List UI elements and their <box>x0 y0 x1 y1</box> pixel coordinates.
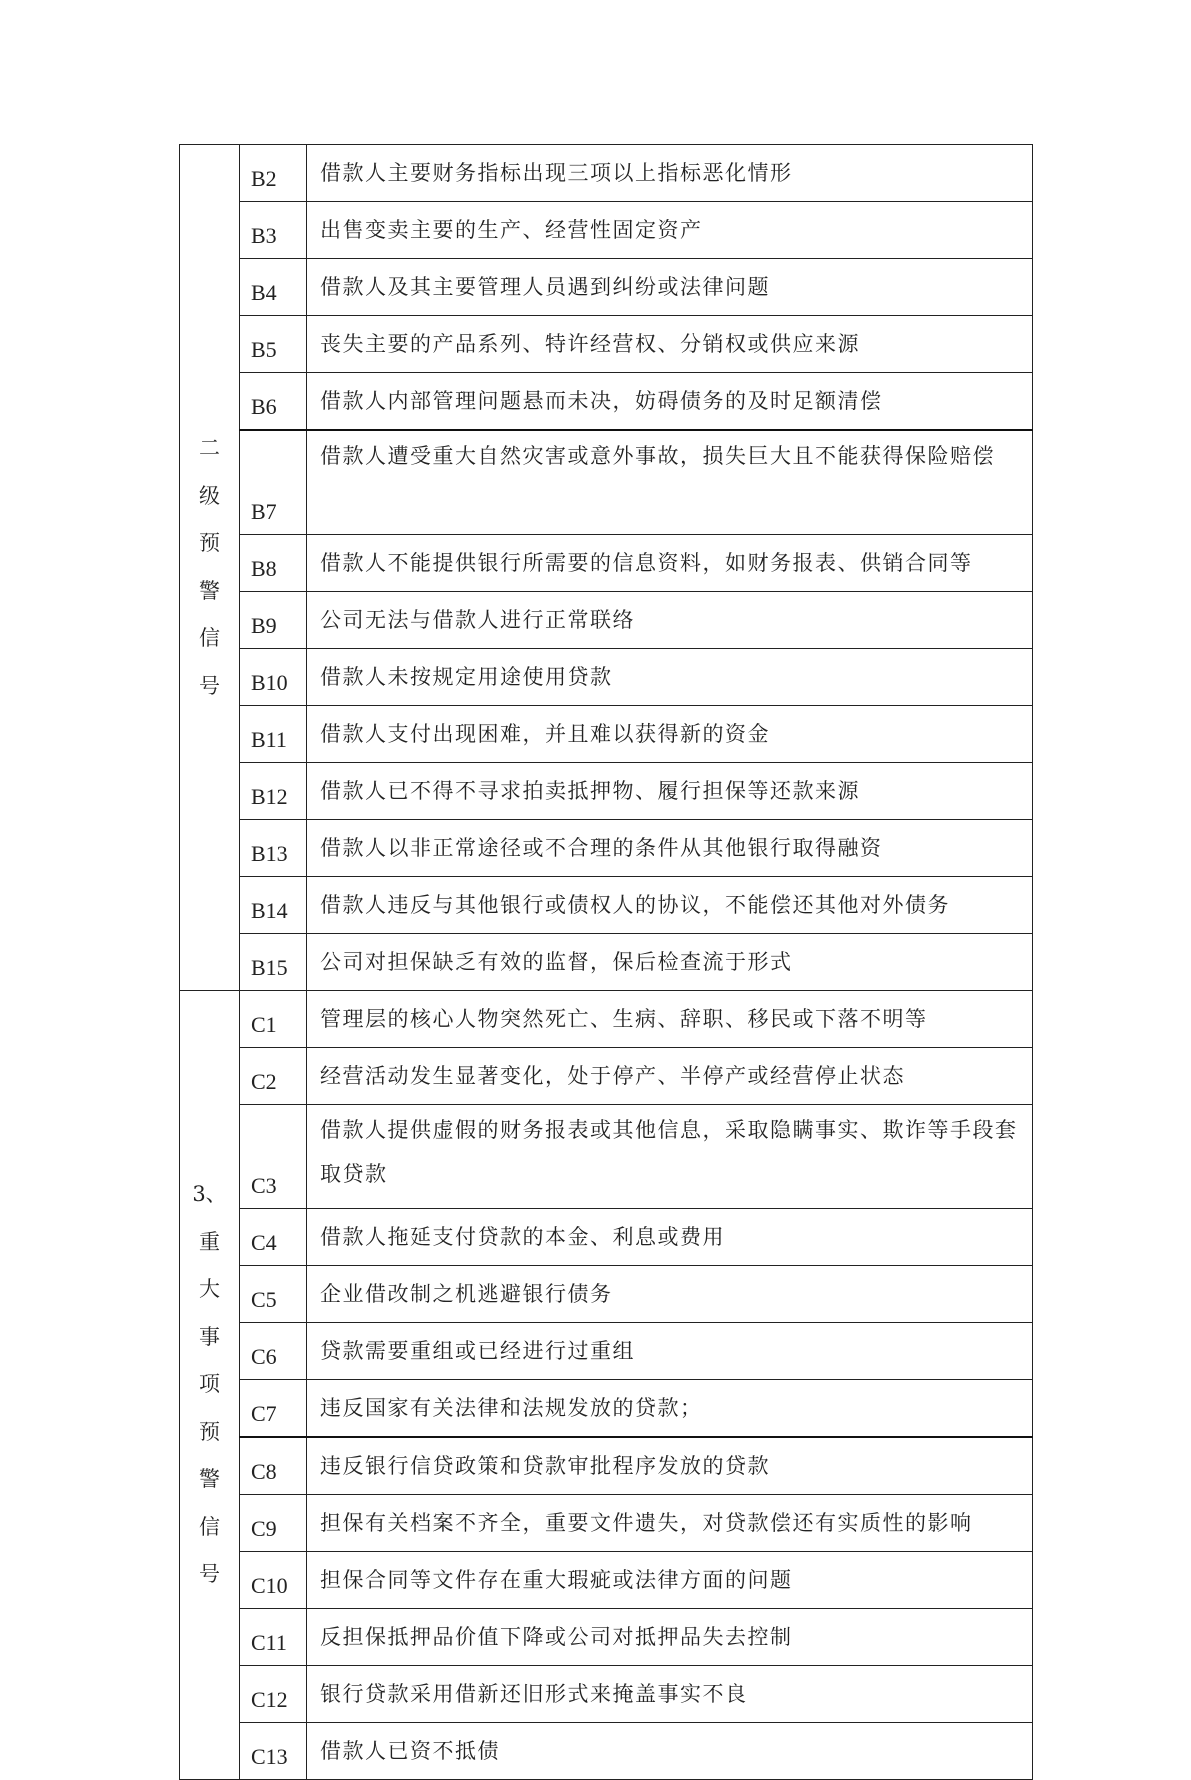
table-row <box>180 1380 1033 1438</box>
table-row <box>180 877 1033 934</box>
signal-code: C6 <box>240 1323 307 1380</box>
signal-description: 借款人以非正常途径或不合理的条件从其他银行取得融资 <box>307 820 1033 877</box>
table-row <box>180 1495 1033 1552</box>
signal-description: 借款人违反与其他银行或债权人的协议，不能偿还其他对外债务 <box>307 877 1033 934</box>
signal-code: B13 <box>240 820 307 877</box>
table-row <box>180 259 1033 316</box>
table-row <box>180 1437 1033 1495</box>
table-row <box>180 430 1033 535</box>
signal-code: C13 <box>240 1723 307 1780</box>
table-row <box>180 1552 1033 1609</box>
signal-description: 违反国家有关法律和法规发放的贷款； <box>307 1380 1033 1438</box>
table-row <box>180 1323 1033 1380</box>
signal-code: C7 <box>240 1380 307 1438</box>
table-row <box>180 1723 1033 1780</box>
table-row <box>180 592 1033 649</box>
signal-description: 银行贷款采用借新还旧形式来掩盖事实不良 <box>307 1666 1033 1723</box>
signal-description: 贷款需要重组或已经进行过重组 <box>307 1323 1033 1380</box>
signal-description: 出售变卖主要的生产、经营性固定资产 <box>307 202 1033 259</box>
signal-code: C2 <box>240 1048 307 1105</box>
signal-description: 担保合同等文件存在重大瑕疵或法律方面的问题 <box>307 1552 1033 1609</box>
signal-code: C3 <box>240 1105 307 1209</box>
signal-code: C5 <box>240 1266 307 1323</box>
signal-code: B2 <box>240 145 307 202</box>
signal-code: B9 <box>240 592 307 649</box>
signal-description: 经营活动发生显著变化，处于停产、半停产或经营停止状态 <box>307 1048 1033 1105</box>
table-row <box>180 1105 1033 1209</box>
signal-description: 借款人不能提供银行所需要的信息资料，如财务报表、供销合同等 <box>307 535 1033 592</box>
signal-description: 借款人内部管理问题悬而未决，妨碍债务的及时足额清偿 <box>307 373 1033 431</box>
table-row <box>180 202 1033 259</box>
signal-description: 担保有关档案不齐全，重要文件遗失，对贷款偿还有实质性的影响 <box>307 1495 1033 1552</box>
signal-code: C11 <box>240 1609 307 1666</box>
signal-code: C4 <box>240 1209 307 1266</box>
signal-code: C9 <box>240 1495 307 1552</box>
group-label-cell <box>180 145 240 991</box>
table-row <box>180 145 1033 202</box>
signal-description: 借款人已资不抵债 <box>307 1723 1033 1780</box>
signal-description: 借款人拖延支付贷款的本金、利息或费用 <box>307 1209 1033 1266</box>
signal-code: B6 <box>240 373 307 431</box>
table-row <box>180 991 1033 1048</box>
table-row <box>180 1048 1033 1105</box>
signal-code: B11 <box>240 706 307 763</box>
signal-code: B4 <box>240 259 307 316</box>
table-row <box>180 535 1033 592</box>
group-label: 二 级 预 警 信 号 <box>199 436 220 698</box>
signal-description: 管理层的核心人物突然死亡、生病、辞职、移民或下落不明等 <box>307 991 1033 1048</box>
signal-description: 借款人及其主要管理人员遇到纠纷或法律问题 <box>307 259 1033 316</box>
table-row <box>180 934 1033 991</box>
signal-code: B12 <box>240 763 307 820</box>
signal-code: C8 <box>240 1437 307 1495</box>
signal-code: B7 <box>240 430 307 535</box>
table-row <box>180 1266 1033 1323</box>
signal-description: 公司对担保缺乏有效的监督，保后检查流于形式 <box>307 934 1033 991</box>
signal-code: B15 <box>240 934 307 991</box>
signal-description: 丧失主要的产品系列、特许经营权、分销权或供应来源 <box>307 316 1033 373</box>
table-row <box>180 820 1033 877</box>
signal-code: B3 <box>240 202 307 259</box>
signal-description: 借款人支付出现困难，并且难以获得新的资金 <box>307 706 1033 763</box>
signal-description: 公司无法与借款人进行正常联络 <box>307 592 1033 649</box>
signal-code: C12 <box>240 1666 307 1723</box>
table-row <box>180 706 1033 763</box>
signal-description: 借款人未按规定用途使用贷款 <box>307 649 1033 706</box>
table-row <box>180 316 1033 373</box>
table-row <box>180 1666 1033 1723</box>
signal-description: 借款人主要财务指标出现三项以上指标恶化情形 <box>307 145 1033 202</box>
table-row <box>180 649 1033 706</box>
signal-code: C10 <box>240 1552 307 1609</box>
table-row <box>180 373 1033 431</box>
table-row <box>180 1609 1033 1666</box>
signal-code: B5 <box>240 316 307 373</box>
group-label-cell <box>180 991 240 1780</box>
signal-description: 借款人提供虚假的财务报表或其他信息，采取隐瞒事实、欺诈等手段套取贷款 <box>307 1105 1033 1209</box>
signal-code: B10 <box>240 649 307 706</box>
signal-description: 反担保抵押品价值下降或公司对抵押品失去控制 <box>307 1609 1033 1666</box>
signal-description: 借款人遭受重大自然灾害或意外事故，损失巨大且不能获得保险赔偿 <box>307 430 1033 535</box>
signal-code: B14 <box>240 877 307 934</box>
signal-code: B8 <box>240 535 307 592</box>
signal-description: 违反银行信贷政策和贷款审批程序发放的贷款 <box>307 1437 1033 1495</box>
signal-description: 借款人已不得不寻求拍卖抵押物、履行担保等还款来源 <box>307 763 1033 820</box>
table-row <box>180 763 1033 820</box>
group-label: 3、 重 大 事 项 预 警 信 号 <box>192 1182 227 1587</box>
table-row <box>180 1209 1033 1266</box>
signal-description: 企业借改制之机逃避银行债务 <box>307 1266 1033 1323</box>
signal-code: C1 <box>240 991 307 1048</box>
warning-signal-table <box>179 144 1033 1780</box>
